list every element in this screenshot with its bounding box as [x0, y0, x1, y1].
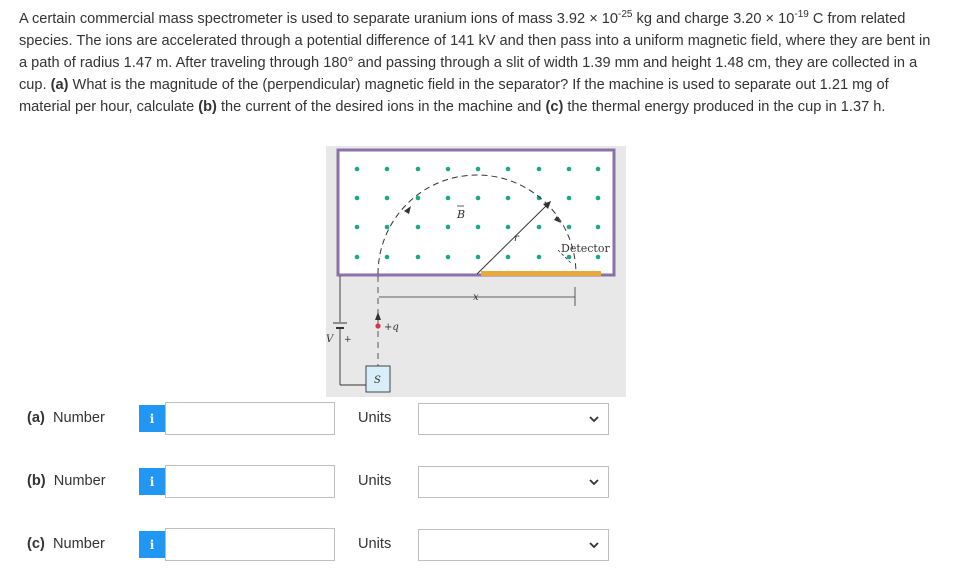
answer-row-c [0, 528, 956, 562]
label-r: r [514, 233, 519, 244]
ion-charge [375, 323, 380, 328]
part-b-tag: (b) [198, 98, 217, 115]
answer-c-input[interactable] [165, 528, 335, 561]
answer-b-input[interactable] [165, 465, 335, 498]
label-q: +q [384, 322, 399, 333]
part-a-text: What is the magnitude of the (perpendicular) magnetic field in the separator? If the machine is used to separate out 1.21 mg of material per hour, calculate [19, 76, 889, 115]
label-x: x [473, 292, 479, 303]
part-c-tag: (c) [545, 98, 564, 115]
units-a-select[interactable] [418, 403, 609, 435]
track-arrowhead [375, 312, 381, 320]
part-a-label: (a) Number [27, 410, 105, 426]
info-icon[interactable]: i [139, 531, 165, 558]
chevron-down-icon [589, 540, 599, 550]
part-c-label: (c) Number [27, 536, 105, 552]
part-a-tag: (a) [50, 76, 69, 93]
info-icon[interactable]: i [139, 468, 165, 495]
units-b-select[interactable] [418, 466, 609, 498]
units-c-select[interactable] [418, 529, 609, 561]
problem-mid2: C from related species. The ions are accelerated through a potential difference of 141 kV and then pass into a uniform magnetic field, where they are bent in a path of radius 1.47 m. After traveling through 180° and passing through a slit of width 1.39 mm and height 1.48 cm, they are collected in a cup. [19, 10, 931, 93]
part-b-label: (b) Number [27, 473, 106, 489]
label-S: S [374, 375, 381, 386]
units-a-label: Units [358, 410, 392, 426]
part-b-text: the current of the desired ions in the machine and [216, 98, 546, 115]
problem-statement [19, 4, 939, 118]
answer-row-a [0, 402, 956, 436]
info-icon[interactable]: i [139, 405, 165, 432]
label-detector: Detector [561, 242, 610, 255]
units-b-label: Units [358, 473, 392, 489]
units-c-label: Units [358, 536, 392, 552]
figure-drawing [326, 146, 626, 397]
part-c-text: the thermal energy produced in the cup in 1.37 h. [563, 98, 886, 115]
mass-exponent: -25 [618, 9, 633, 20]
problem-intro: A certain commercial mass spectrometer is used to separate uranium ions of mass 3.92 × 10 [19, 10, 619, 27]
answer-row-b [0, 465, 956, 499]
detector-bar [481, 271, 601, 276]
chevron-down-icon [589, 477, 599, 487]
problem-mid1: kg and charge 3.20 × 10 [632, 10, 795, 27]
charge-exponent: -19 [794, 9, 809, 20]
answer-a-input[interactable] [165, 402, 335, 435]
label-B: B [457, 208, 466, 221]
chevron-down-icon [589, 414, 599, 424]
label-V: V [326, 334, 334, 345]
mass-spectrometer-figure [326, 146, 626, 397]
label-plus: + [344, 335, 352, 345]
